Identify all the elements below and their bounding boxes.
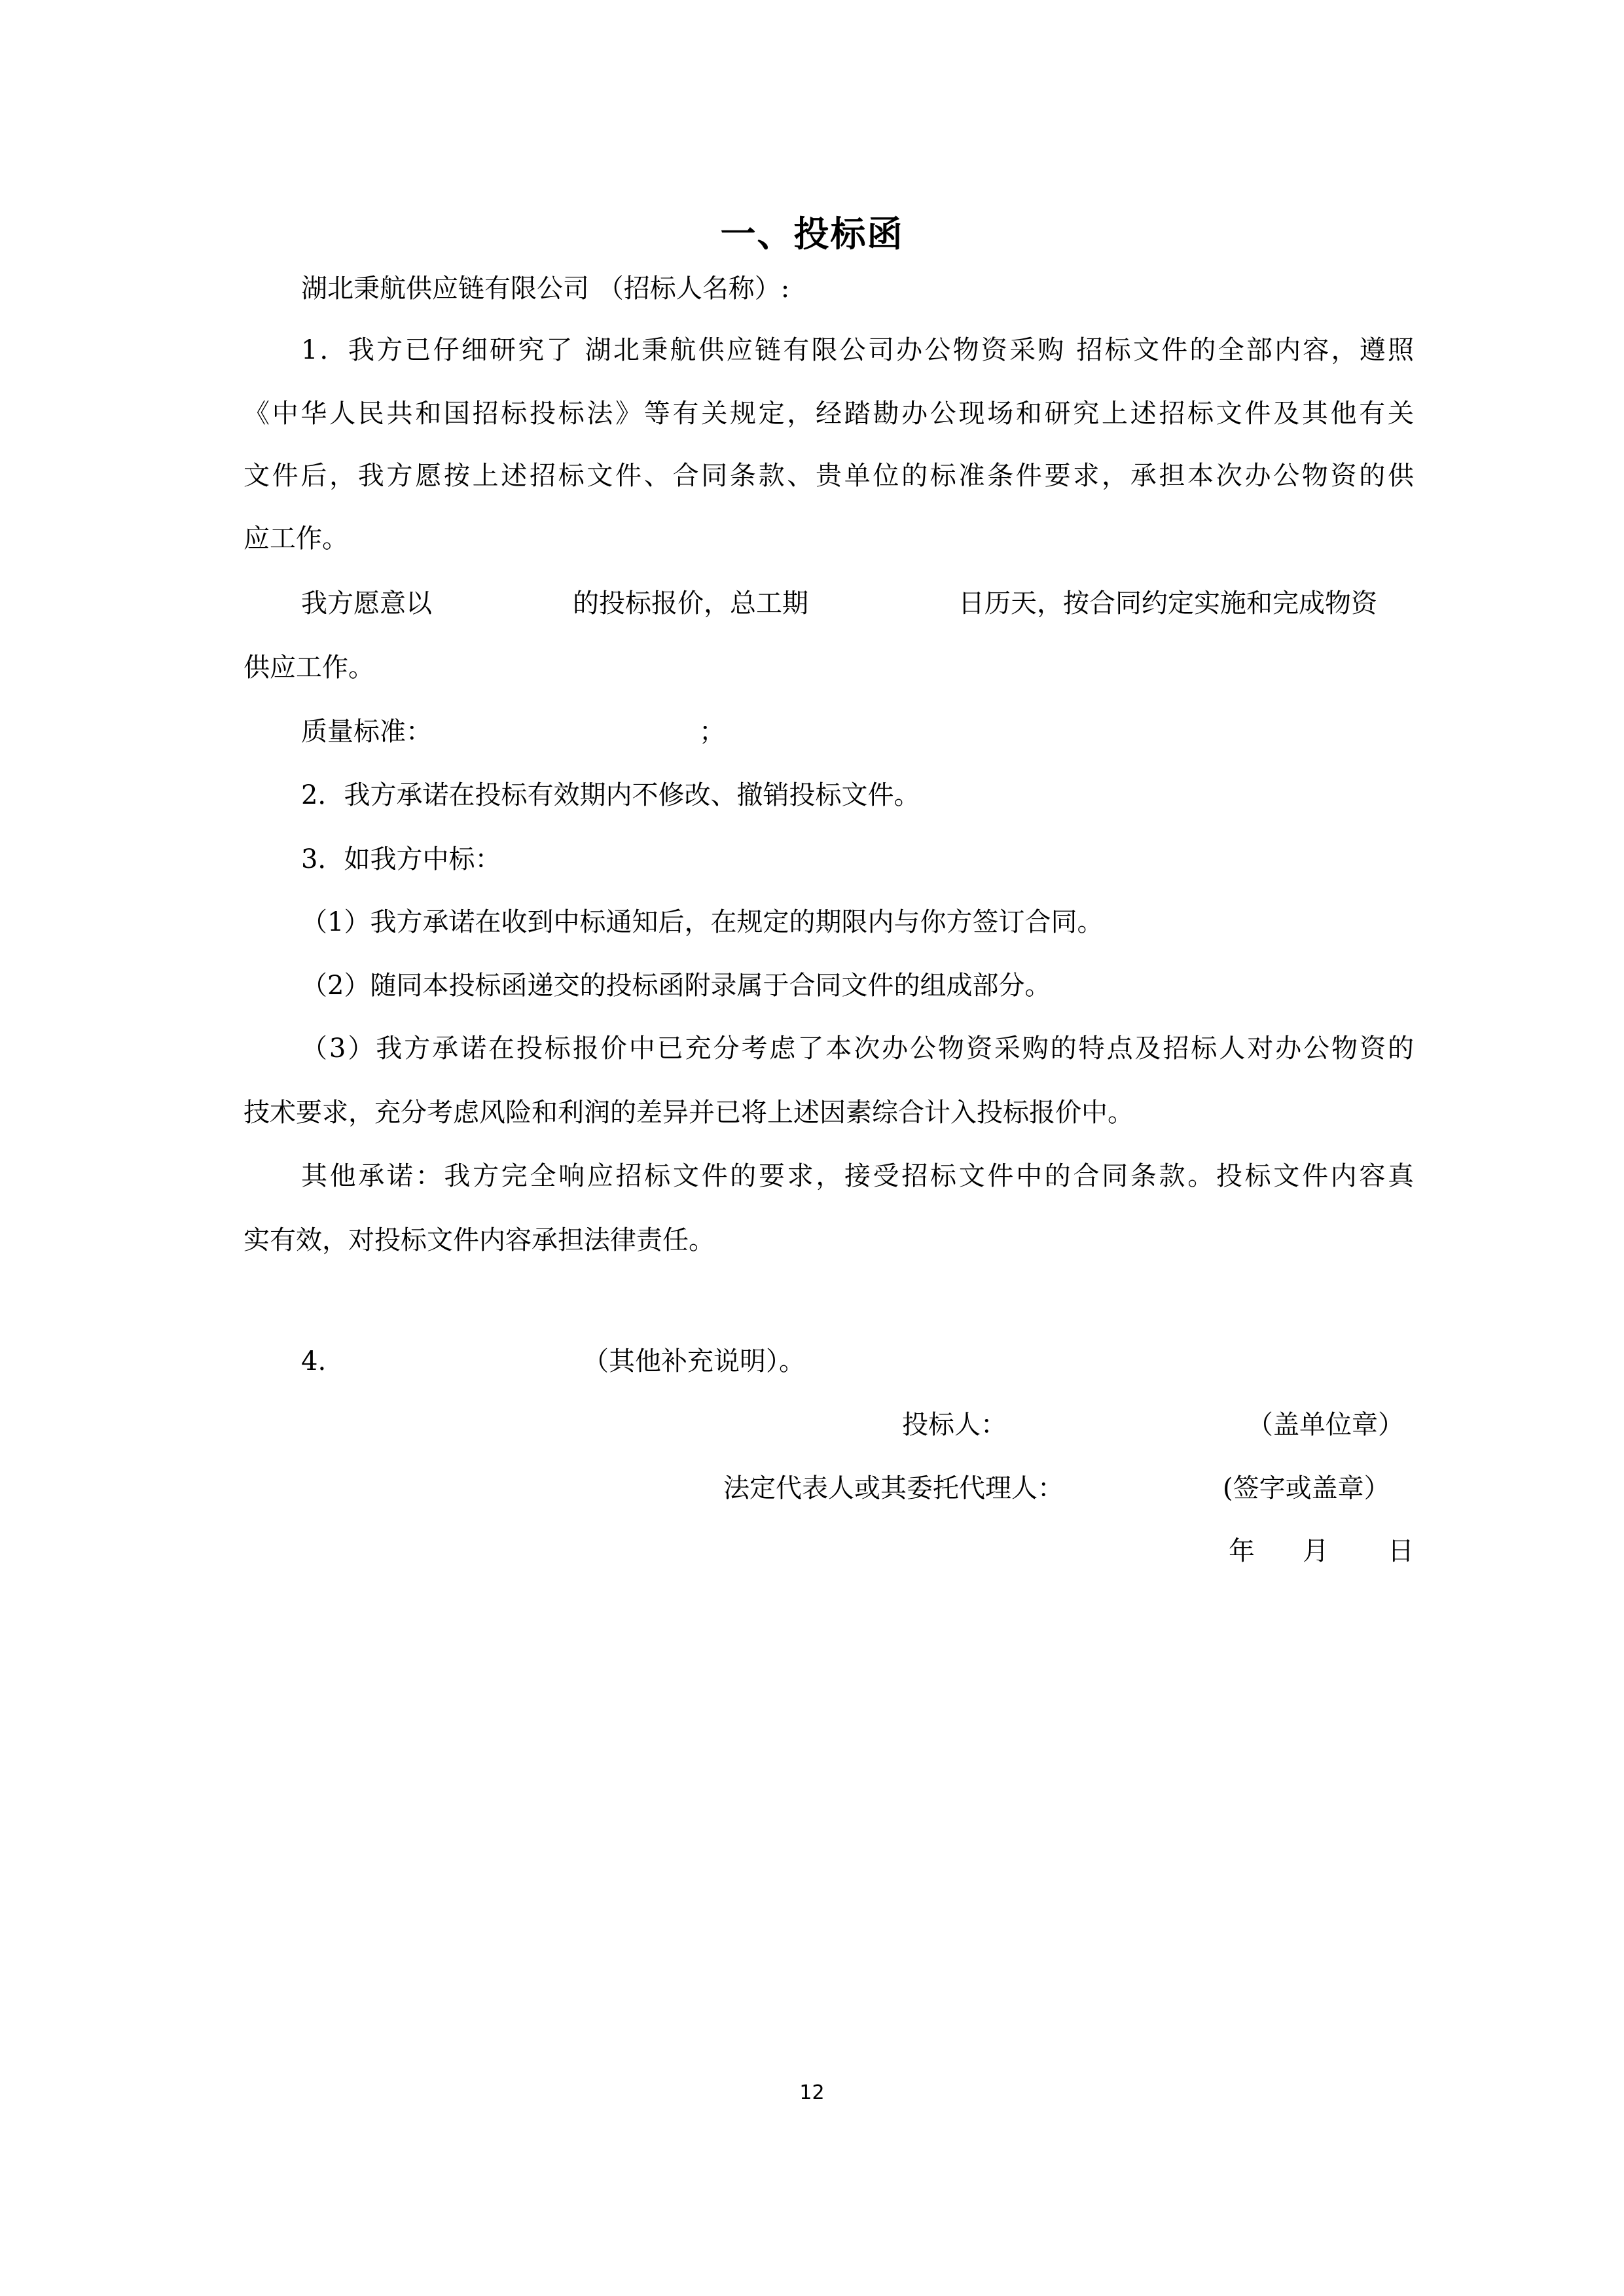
para1-line-4: 应工作。 bbox=[244, 524, 348, 554]
para1-line-2: 《中华人民共和国招标投标法》等有关规定，经踏勘办公现场和研究上述招标文件及其他有关 bbox=[244, 399, 1414, 429]
para1-line-1: 1．我方已仔细研究了 湖北秉航供应链有限公司办公物资采购 招标文件的全部内容，遵照 bbox=[301, 335, 1414, 365]
date-month: 月 bbox=[1303, 1536, 1329, 1566]
quality-label: 质量标准： bbox=[301, 717, 432, 747]
quality-end: ； bbox=[699, 717, 725, 747]
item-2: 2．我方承诺在投标有效期内不修改、撤销投标文件。 bbox=[301, 780, 920, 810]
page-number: 12 bbox=[799, 2081, 825, 2104]
sub-item-2: （2）随同本投标函递交的投标函附录属于合同文件的组成部分。 bbox=[301, 971, 1051, 1001]
other-line-2: 实有效，对投标文件内容承担法律责任。 bbox=[244, 1225, 715, 1255]
bidder-label: 投标人： bbox=[902, 1410, 1007, 1440]
para1-line-3: 文件后，我方愿按上述招标文件、合同条款、贵单位的标准条件要求，承担本次办公物资的供 bbox=[244, 461, 1414, 491]
sub-item-3-line-2: 技术要求，充分考虑风险和利润的差异并已将上述因素综合计入投标报价中。 bbox=[244, 1098, 1134, 1128]
other-line-1: 其他承诺：我方完全响应招标文件的要求，接受招标文件中的合同条款。投标文件内容真 bbox=[301, 1161, 1414, 1191]
item-4-number: 4. bbox=[301, 1346, 327, 1376]
item-3: 3．如我方中标： bbox=[301, 844, 501, 874]
representative-label: 法定代表人或其委托代理人： bbox=[723, 1473, 1064, 1503]
addressee-line: 湖北秉航供应链有限公司 （招标人名称）: bbox=[301, 274, 790, 304]
price-intro: 我方愿意以 bbox=[301, 588, 432, 619]
date-year: 年 bbox=[1229, 1536, 1255, 1566]
price-line-2: 供应工作。 bbox=[244, 653, 374, 683]
representative-sign: (签字或盖章） bbox=[1223, 1473, 1390, 1503]
sub-item-3-line-1: （3）我方承诺在投标报价中已充分考虑了本次办公物资采购的特点及招标人对办公物资的 bbox=[301, 1033, 1414, 1064]
date-day: 日 bbox=[1388, 1536, 1414, 1566]
page-title: 一、投标函 bbox=[720, 213, 904, 255]
price-end: 日历天，按合同约定实施和完成物资 bbox=[958, 588, 1377, 619]
price-mid: 的投标报价，总工期 bbox=[573, 588, 808, 619]
bidder-seal: （盖单位章） bbox=[1247, 1410, 1404, 1440]
sub-item-1: （1）我方承诺在收到中标通知后，在规定的期限内与你方签订合同。 bbox=[301, 907, 1104, 937]
item-4-text: （其他补充说明）。 bbox=[583, 1346, 805, 1376]
